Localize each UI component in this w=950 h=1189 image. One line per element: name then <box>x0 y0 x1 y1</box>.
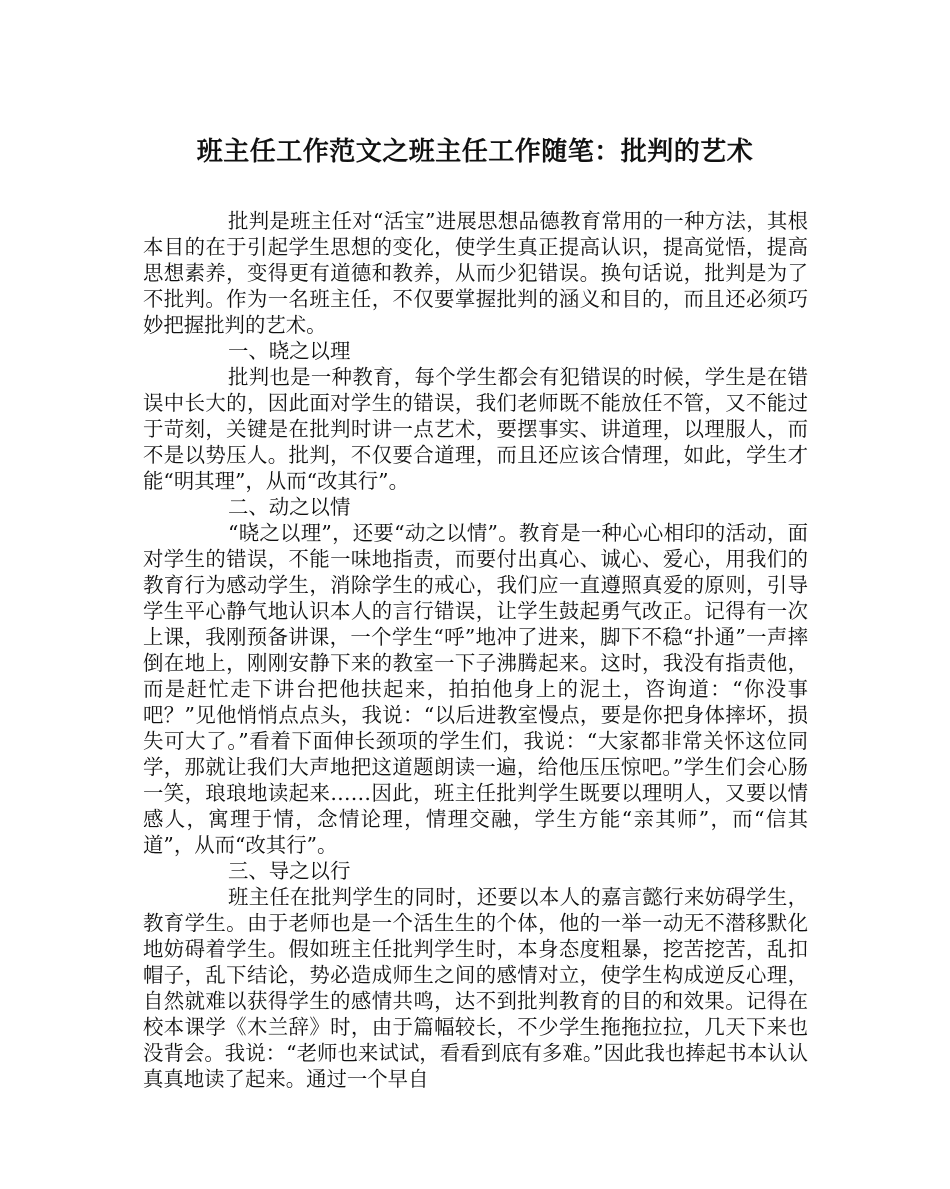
document-title: 班主任工作范文之班主任工作随笔：批判的艺术 <box>196 137 754 167</box>
paragraph-section-3: 班主任在批判学生的同时，还要以本人的嘉言懿行来妨碍学生，教育学生。由于老师也是一个活生生的个体，他的一举一动无不潜移默化地妨碍着学生。假如班主任批判学生时，本身态度粗暴，挖苦挖苦，乱扣帽子，乱下结论，势必造成师生之间的感情对立，使学生构成逆反心理，自然就难以获得学生的感情共鸣，达不到批判教育的目的和效果。记得在校本课学《木兰辞》时，由于篇幅较长，不少学生拖拖拉拉，几天下来也没背会。我说：“老师也来试试，看看到底有多难。”因此我也捧起书本认认真真地读了起来。通过一个早自 <box>143 885 808 1091</box>
paragraph-section-1: 批判也是一种教育，每个学生都会有犯错误的时候，学生是在错误中长大的，因此面对学生的错误，我们老师既不能放任不管，又不能过于苛刻，关键是在批判时讲一点艺术，要摆事实、讲道理，以理服人，而不是以势压人。批判，不仅要合道理，而且还应该合情理，如此，学生才能“明其理”，从而“改其行”。 <box>143 365 808 493</box>
paragraph-intro: 批判是班主任对“活宝”进展思想品德教育常用的一种方法，其根本目的在于引起学生思想的变化，使学生真正提高认识，提高觉悟，提高思想素养，变得更有道德和教养，从而少犯错误。换句话说，批判是为了不批判。作为一名班主任，不仅要掌握批判的涵义和目的，而且还必须巧妙把握批判的艺术。 <box>143 209 808 337</box>
section-heading-3: 三、导之以行 <box>228 859 351 883</box>
document-body <box>143 208 808 1092</box>
section-heading-1: 一、晓之以理 <box>228 339 351 363</box>
section-heading-2: 二、动之以情 <box>228 495 351 519</box>
paragraph-section-2: “晓之以理”，还要“动之以情”。教育是一种心心相印的活动，面对学生的错误，不能一味地指责，而要付出真心、诚心、爱心，用我们的教育行为感动学生，消除学生的戒心，我们应一直遵照真爱的原则，引导学生平心静气地认识本人的言行错误，让学生鼓起勇气改正。记得有一次上课，我刚预备讲课，一个学生“呼”地冲了进来，脚下不稳“扑通”一声摔倒在地上，刚刚安静下来的教室一下子沸腾起来。这时，我没有指责他，而是赶忙走下讲台把他扶起来，拍拍他身上的泥土，咨询道：“你没事吧？”见他悄悄点点头，我说：“以后进教室慢点，要是你把身体摔坏，损失可大了。”看着下面伸长颈项的学生们，我说：“大家都非常关怀这位同学，那就让我们大声地把这道题朗读一遍，给他压压惊吧。”学生们会心肠一笑，琅琅地读起来……因此，班主任批判学生既要以理明人，又要以情感人，寓理于情，念情论理，情理交融，学生方能“亲其师”，而“信其道”，从而“改其行”。 <box>143 521 808 857</box>
